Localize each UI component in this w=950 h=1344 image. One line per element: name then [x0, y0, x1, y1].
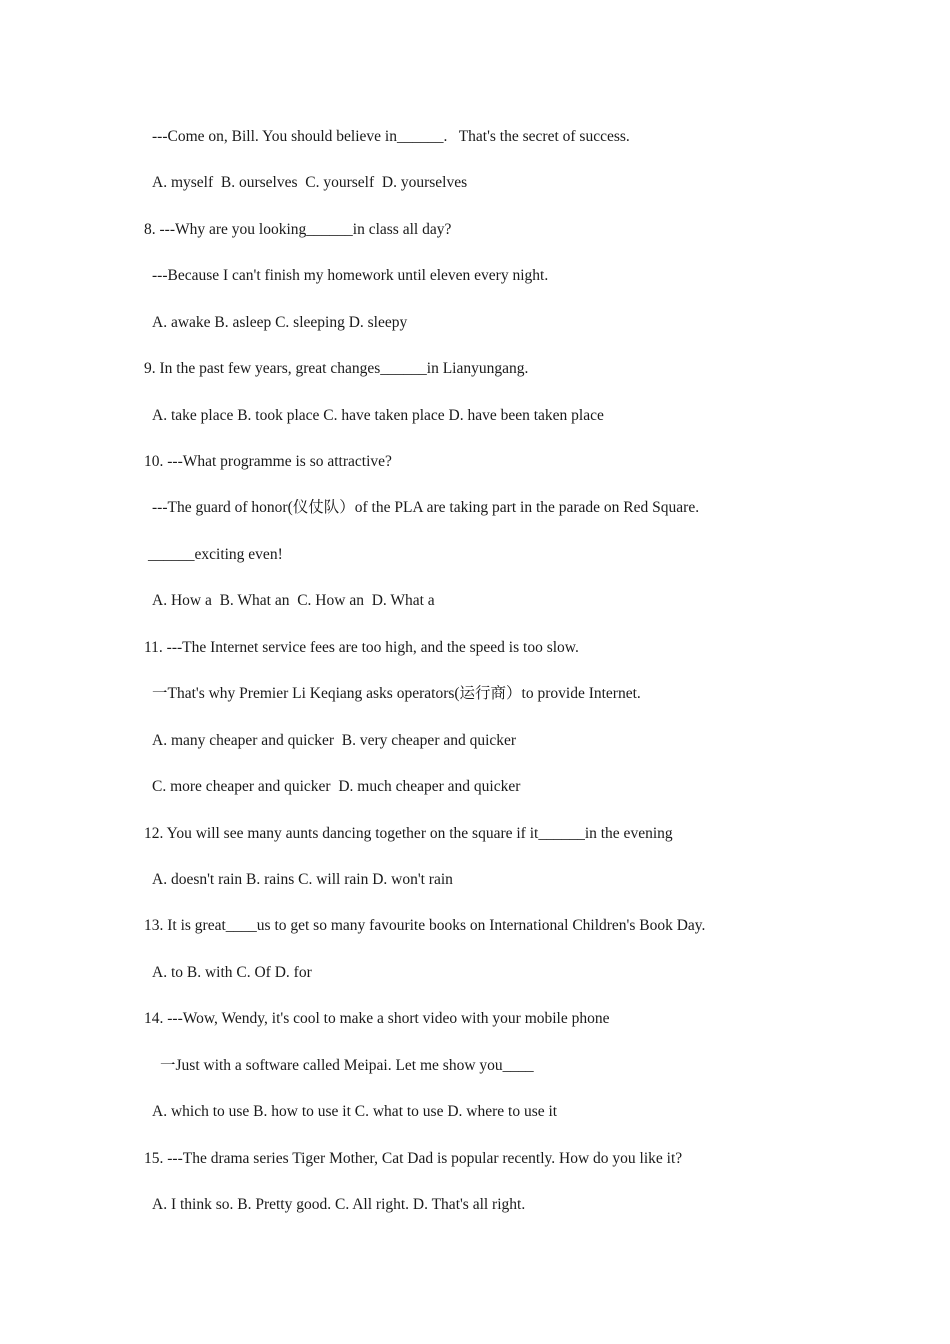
question-13-stem: 13. It is great____us to get so many favourite books on International Children's Book Day. [144, 917, 706, 934]
question-10-options: A. How a B. What an C. How an D. What a [152, 592, 435, 609]
question-11-options-ab: A. many cheaper and quicker B. very cheaper and quicker [152, 732, 517, 749]
question-15-stem: 15. ---The drama series Tiger Mother, Cat Dad is popular recently. How do you like it? [144, 1150, 683, 1167]
question-12-stem: 12. You will see many aunts dancing together on the square if it______in the evening [144, 825, 673, 842]
question-9-stem: 9. In the past few years, great changes______in Lianyungang. [144, 360, 529, 377]
question-9-options: A. take place B. took place C. have taken place D. have been taken place [152, 407, 604, 424]
question-12-options: A. doesn't rain B. rains C. will rain D. won't rain [152, 871, 453, 888]
question-13-options: A. to B. with C. Of D. for [152, 964, 312, 981]
question-14-response: 一Just with a software called Meipai. Let me show you____ [160, 1057, 534, 1074]
question-8-options: A. awake B. asleep C. sleeping D. sleepy [152, 314, 408, 331]
question-15-options: A. I think so. B. Pretty good. C. All right. D. That's all right. [152, 1196, 526, 1213]
question-7-response: ---Come on, Bill. You should believe in______. That's the secret of success. [152, 128, 630, 145]
question-14-stem: 14. ---Wow, Wendy, it's cool to make a short video with your mobile phone [144, 1010, 610, 1027]
question-14-options: A. which to use B. how to use it C. what to use D. where to use it [152, 1103, 558, 1120]
question-11-options-cd: C. more cheaper and quicker D. much cheaper and quicker [152, 778, 521, 795]
question-7-options: A. myself B. ourselves C. yourself D. yourselves [152, 174, 468, 191]
question-8-response: ---Because I can't finish my homework until eleven every night. [152, 267, 549, 284]
question-11-response: 一That's why Premier Li Keqiang asks operators(运行商）to provide Internet. [152, 685, 641, 702]
question-10-response-continued: ______exciting even! [148, 546, 283, 563]
question-11-stem: 11. ---The Internet service fees are too high, and the speed is too slow. [144, 639, 579, 656]
question-10-stem: 10. ---What programme is so attractive? [144, 453, 392, 470]
question-10-response: ---The guard of honor(仪仗队）of the PLA are taking part in the parade on Red Square. [152, 499, 700, 516]
question-8-stem: 8. ---Why are you looking______in class all day? [144, 221, 452, 238]
